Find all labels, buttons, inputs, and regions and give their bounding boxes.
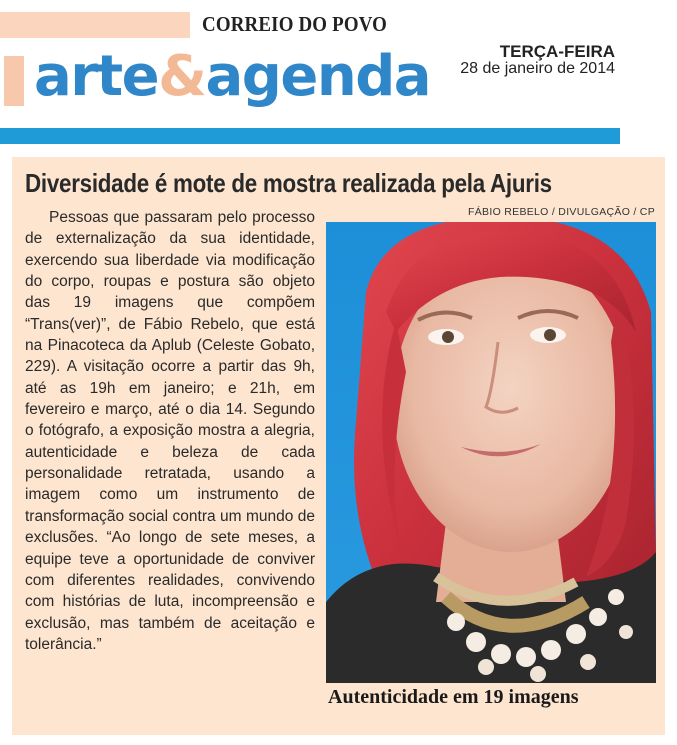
section-title-part2: agenda [205,44,431,109]
article-body [25,207,315,655]
section-title [34,42,430,112]
issue-date: 28 de janeiro de 2014 [460,60,615,77]
section-title-part1: arte [34,44,159,109]
section-title-ampersand: & [158,44,206,109]
issue-weekday: TERÇA-FEIRA [499,42,615,61]
portrait-image [326,222,656,683]
photo-credit: FÁBIO REBELO / DIVULGAÇÃO / CP [468,206,655,218]
section-peach-marker [4,56,24,106]
newspaper-name: CORREIO DO POVO [202,12,388,36]
masthead-peach-bar [0,12,190,38]
photo-caption: Autenticidade em 19 imagens [328,686,579,708]
article-photo [326,222,656,683]
header-rule [0,128,620,144]
article-headline: Diversidade é mote de mostra realizada pela Ajuris [25,168,552,198]
article-body-paragraph: Pessoas que passaram pelo processo de externalização da sua identidade, exercendo sua liberdade via modificação do corpo, roupas e postura são objeto das 19 imagens que compõem “Trans(ver)”, de Fábio Rebelo, que está na Pinacoteca da Aplub (Celeste Gobato, 229). A visitação ocorre a partir das 9h, até as 19h em janeiro; e 21h, em fevereiro e março, até o dia 14. Segundo o fotógrafo, a exposição mostra a alegria, autenticidade e beleza de cada personalidade retratada, usando a imagem como um instrumento de transformação social contra um mundo de exclusões. “Ao longo de sete meses, a equipe teve a oportunidade de conviver com diferentes realidades, convivendo com histórias de luta, incompreensão e exclusão, mas também de aceitação e tolerância.” [25,209,315,653]
